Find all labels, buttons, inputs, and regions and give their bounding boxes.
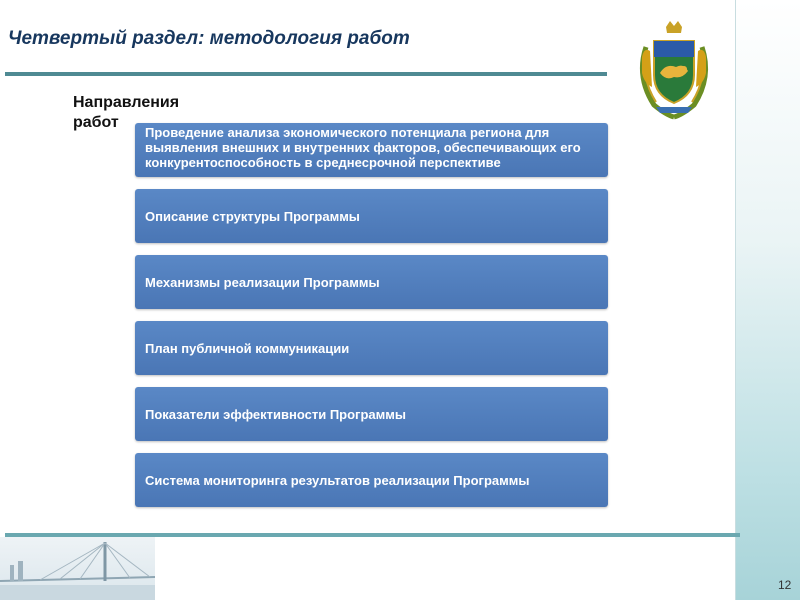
title-divider — [5, 72, 607, 76]
direction-text: Проведение анализа экономического потенциала региона для выявления внешних и внутренних факторов, обеспечивающих его конкурентоспособность в среднесрочной перспективе — [145, 125, 581, 170]
section-label-line1: Направления — [73, 94, 180, 111]
coat-of-arms-emblem — [626, 17, 723, 120]
page-number: 12 — [778, 578, 792, 592]
direction-text: Система мониторинга результатов реализации Программы — [145, 472, 530, 488]
section-label-line2: работ — [73, 114, 119, 131]
slide-title: Четвертый раздел: методология работ — [8, 28, 410, 49]
direction-box-indicators — [135, 387, 608, 441]
direction-text: Показатели эффективности Программы — [145, 406, 406, 422]
direction-box-communication — [135, 321, 608, 375]
direction-text: Описание структуры Программы — [145, 208, 360, 224]
direction-box-monitoring — [135, 453, 608, 507]
coat-of-arms-icon — [626, 17, 723, 120]
direction-text: Механизмы реализации Программы — [145, 274, 380, 290]
direction-box-analysis — [135, 123, 608, 177]
bridge-image — [0, 537, 155, 600]
directions-list — [135, 123, 608, 519]
direction-box-mechanisms — [135, 255, 608, 309]
direction-box-structure — [135, 189, 608, 243]
right-decorative-strip — [735, 0, 800, 600]
direction-text: План публичной коммуникации — [145, 340, 350, 356]
bridge-icon — [0, 537, 155, 600]
right-strip-border — [735, 0, 736, 600]
